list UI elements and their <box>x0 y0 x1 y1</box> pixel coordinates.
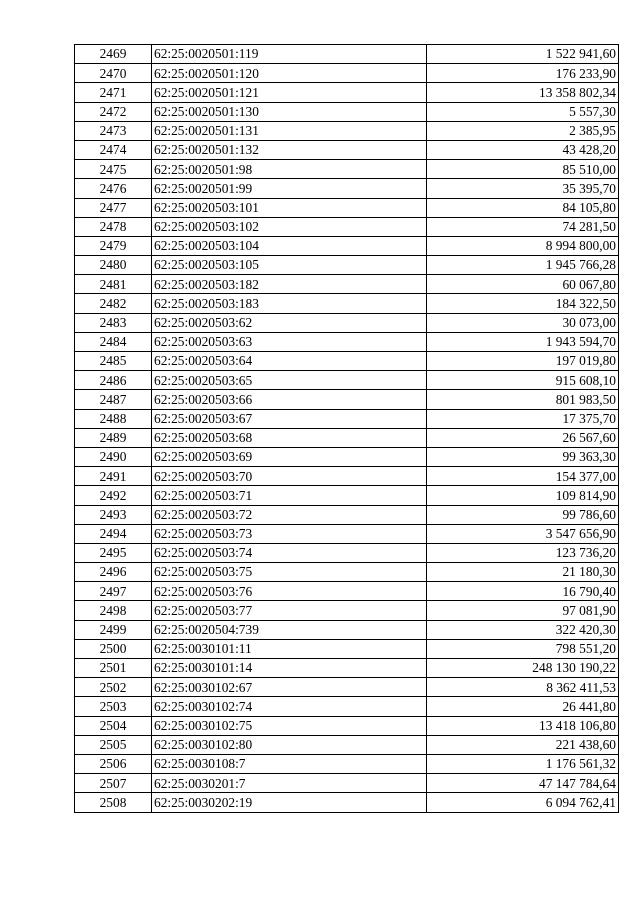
cadastral-number-cell: 62:25:0020503:62 <box>152 313 427 332</box>
cadastral-number-cell: 62:25:0020501:119 <box>152 45 427 64</box>
cadastral-value-cell: 97 081,90 <box>427 601 619 620</box>
table-row <box>75 774 619 793</box>
row-number-cell: 2476 <box>75 179 152 198</box>
cadastral-number-cell: 62:25:0020504:739 <box>152 620 427 639</box>
row-number-cell: 2487 <box>75 390 152 409</box>
cadastral-number-cell: 62:25:0020503:68 <box>152 428 427 447</box>
row-number-cell: 2481 <box>75 275 152 294</box>
table-row <box>75 716 619 735</box>
cadastral-number-cell: 62:25:0020503:63 <box>152 332 427 351</box>
row-number-cell: 2488 <box>75 409 152 428</box>
cadastral-number-cell: 62:25:0030108:7 <box>152 754 427 773</box>
row-number-cell: 2475 <box>75 160 152 179</box>
row-number-cell: 2491 <box>75 467 152 486</box>
row-number-cell: 2496 <box>75 563 152 582</box>
table-row <box>75 102 619 121</box>
row-number-cell: 2469 <box>75 45 152 64</box>
cadastral-value-cell: 197 019,80 <box>427 352 619 371</box>
table-row <box>75 409 619 428</box>
row-number-cell: 2479 <box>75 236 152 255</box>
table-row <box>75 217 619 236</box>
table-row <box>75 563 619 582</box>
cadastral-number-cell: 62:25:0030102:74 <box>152 697 427 716</box>
table-row <box>75 582 619 601</box>
cadastral-value-cell: 26 567,60 <box>427 428 619 447</box>
row-number-cell: 2503 <box>75 697 152 716</box>
table-row <box>75 256 619 275</box>
cadastral-number-cell: 62:25:0020503:73 <box>152 524 427 543</box>
row-number-cell: 2486 <box>75 371 152 390</box>
cadastral-value-cell: 85 510,00 <box>427 160 619 179</box>
table-row <box>75 275 619 294</box>
row-number-cell: 2480 <box>75 256 152 275</box>
row-number-cell: 2497 <box>75 582 152 601</box>
row-number-cell: 2506 <box>75 754 152 773</box>
cadastral-value-cell: 184 322,50 <box>427 294 619 313</box>
table-row <box>75 371 619 390</box>
table-row <box>75 735 619 754</box>
cadastral-value-cell: 322 420,30 <box>427 620 619 639</box>
cadastral-number-cell: 62:25:0020503:105 <box>152 256 427 275</box>
cadastral-number-cell: 62:25:0030102:80 <box>152 735 427 754</box>
cadastral-number-cell: 62:25:0020503:101 <box>152 198 427 217</box>
table-row <box>75 140 619 159</box>
row-number-cell: 2477 <box>75 198 152 217</box>
row-number-cell: 2495 <box>75 543 152 562</box>
cadastral-value-cell: 13 358 802,34 <box>427 83 619 102</box>
table-row <box>75 294 619 313</box>
cadastral-number-cell: 62:25:0020503:104 <box>152 236 427 255</box>
cadastral-value-cell: 915 608,10 <box>427 371 619 390</box>
table-row <box>75 486 619 505</box>
cadastral-value-cell: 109 814,90 <box>427 486 619 505</box>
cadastral-number-cell: 62:25:0020503:69 <box>152 447 427 466</box>
table-row <box>75 179 619 198</box>
table-row <box>75 160 619 179</box>
cadastral-value-table <box>74 44 619 813</box>
cadastral-value-cell: 1 176 561,32 <box>427 754 619 773</box>
table-row <box>75 332 619 351</box>
cadastral-value-cell: 16 790,40 <box>427 582 619 601</box>
table-row <box>75 601 619 620</box>
table-row <box>75 121 619 140</box>
row-number-cell: 2472 <box>75 102 152 121</box>
row-number-cell: 2489 <box>75 428 152 447</box>
row-number-cell: 2470 <box>75 64 152 83</box>
row-number-cell: 2484 <box>75 332 152 351</box>
cadastral-number-cell: 62:25:0020503:182 <box>152 275 427 294</box>
cadastral-value-cell: 30 073,00 <box>427 313 619 332</box>
row-number-cell: 2482 <box>75 294 152 313</box>
cadastral-value-cell: 1 943 594,70 <box>427 332 619 351</box>
cadastral-number-cell: 62:25:0020503:102 <box>152 217 427 236</box>
cadastral-value-cell: 221 438,60 <box>427 735 619 754</box>
cadastral-value-cell: 60 067,80 <box>427 275 619 294</box>
cadastral-value-cell: 176 233,90 <box>427 64 619 83</box>
row-number-cell: 2508 <box>75 793 152 812</box>
cadastral-number-cell: 62:25:0020503:66 <box>152 390 427 409</box>
row-number-cell: 2507 <box>75 774 152 793</box>
cadastral-number-cell: 62:25:0020503:70 <box>152 467 427 486</box>
cadastral-number-cell: 62:25:0020503:67 <box>152 409 427 428</box>
cadastral-value-cell: 99 786,60 <box>427 505 619 524</box>
cadastral-number-cell: 62:25:0030101:11 <box>152 639 427 658</box>
row-number-cell: 2474 <box>75 140 152 159</box>
cadastral-number-cell: 62:25:0020503:64 <box>152 352 427 371</box>
cadastral-value-cell: 801 983,50 <box>427 390 619 409</box>
table-row <box>75 543 619 562</box>
row-number-cell: 2483 <box>75 313 152 332</box>
cadastral-number-cell: 62:25:0020503:71 <box>152 486 427 505</box>
cadastral-value-cell: 8 994 800,00 <box>427 236 619 255</box>
cadastral-value-cell: 248 130 190,22 <box>427 659 619 678</box>
table-row <box>75 524 619 543</box>
cadastral-number-cell: 62:25:0020501:98 <box>152 160 427 179</box>
cadastral-number-cell: 62:25:0020501:99 <box>152 179 427 198</box>
cadastral-number-cell: 62:25:0030101:14 <box>152 659 427 678</box>
row-number-cell: 2473 <box>75 121 152 140</box>
table-row <box>75 697 619 716</box>
table-row <box>75 64 619 83</box>
cadastral-number-cell: 62:25:0020501:132 <box>152 140 427 159</box>
cadastral-number-cell: 62:25:0030102:67 <box>152 678 427 697</box>
cadastral-value-cell: 21 180,30 <box>427 563 619 582</box>
table-row <box>75 659 619 678</box>
cadastral-value-cell: 798 551,20 <box>427 639 619 658</box>
cadastral-number-cell: 62:25:0030202:19 <box>152 793 427 812</box>
cadastral-value-cell: 35 395,70 <box>427 179 619 198</box>
cadastral-number-cell: 62:25:0020501:130 <box>152 102 427 121</box>
cadastral-number-cell: 62:25:0020503:76 <box>152 582 427 601</box>
row-number-cell: 2492 <box>75 486 152 505</box>
table-row <box>75 236 619 255</box>
row-number-cell: 2494 <box>75 524 152 543</box>
cadastral-value-cell: 154 377,00 <box>427 467 619 486</box>
cadastral-value-cell: 2 385,95 <box>427 121 619 140</box>
cadastral-value-cell: 17 375,70 <box>427 409 619 428</box>
row-number-cell: 2504 <box>75 716 152 735</box>
table-row <box>75 45 619 64</box>
row-number-cell: 2500 <box>75 639 152 658</box>
cadastral-value-cell: 8 362 411,53 <box>427 678 619 697</box>
table-row <box>75 83 619 102</box>
cadastral-number-cell: 62:25:0020501:120 <box>152 64 427 83</box>
row-number-cell: 2485 <box>75 352 152 371</box>
table-row <box>75 678 619 697</box>
row-number-cell: 2498 <box>75 601 152 620</box>
cadastral-number-cell: 62:25:0020503:77 <box>152 601 427 620</box>
row-number-cell: 2502 <box>75 678 152 697</box>
cadastral-value-cell: 123 736,20 <box>427 543 619 562</box>
cadastral-value-cell: 26 441,80 <box>427 697 619 716</box>
cadastral-value-cell: 6 094 762,41 <box>427 793 619 812</box>
table-row <box>75 505 619 524</box>
table-row <box>75 428 619 447</box>
table-row <box>75 390 619 409</box>
cadastral-number-cell: 62:25:0020501:121 <box>152 83 427 102</box>
table-row <box>75 313 619 332</box>
row-number-cell: 2499 <box>75 620 152 639</box>
table-row <box>75 754 619 773</box>
cadastral-number-cell: 62:25:0020503:72 <box>152 505 427 524</box>
cadastral-number-cell: 62:25:0030102:75 <box>152 716 427 735</box>
cadastral-number-cell: 62:25:0030201:7 <box>152 774 427 793</box>
cadastral-number-cell: 62:25:0020501:131 <box>152 121 427 140</box>
table-row <box>75 793 619 812</box>
cadastral-value-cell: 1 945 766,28 <box>427 256 619 275</box>
cadastral-number-cell: 62:25:0020503:65 <box>152 371 427 390</box>
cadastral-value-cell: 13 418 106,80 <box>427 716 619 735</box>
table-row <box>75 620 619 639</box>
table-row <box>75 352 619 371</box>
row-number-cell: 2501 <box>75 659 152 678</box>
cadastral-value-cell: 1 522 941,60 <box>427 45 619 64</box>
cadastral-value-cell: 84 105,80 <box>427 198 619 217</box>
cadastral-number-cell: 62:25:0020503:75 <box>152 563 427 582</box>
table-row <box>75 639 619 658</box>
cadastral-value-cell: 5 557,30 <box>427 102 619 121</box>
cadastral-number-cell: 62:25:0020503:74 <box>152 543 427 562</box>
cadastral-value-cell: 74 281,50 <box>427 217 619 236</box>
row-number-cell: 2493 <box>75 505 152 524</box>
row-number-cell: 2478 <box>75 217 152 236</box>
table-row <box>75 447 619 466</box>
cadastral-number-cell: 62:25:0020503:183 <box>152 294 427 313</box>
cadastral-value-cell: 99 363,30 <box>427 447 619 466</box>
table-body <box>75 45 619 813</box>
cadastral-value-cell: 47 147 784,64 <box>427 774 619 793</box>
table-row <box>75 467 619 486</box>
row-number-cell: 2471 <box>75 83 152 102</box>
table-row <box>75 198 619 217</box>
cadastral-value-cell: 3 547 656,90 <box>427 524 619 543</box>
row-number-cell: 2505 <box>75 735 152 754</box>
row-number-cell: 2490 <box>75 447 152 466</box>
cadastral-value-cell: 43 428,20 <box>427 140 619 159</box>
